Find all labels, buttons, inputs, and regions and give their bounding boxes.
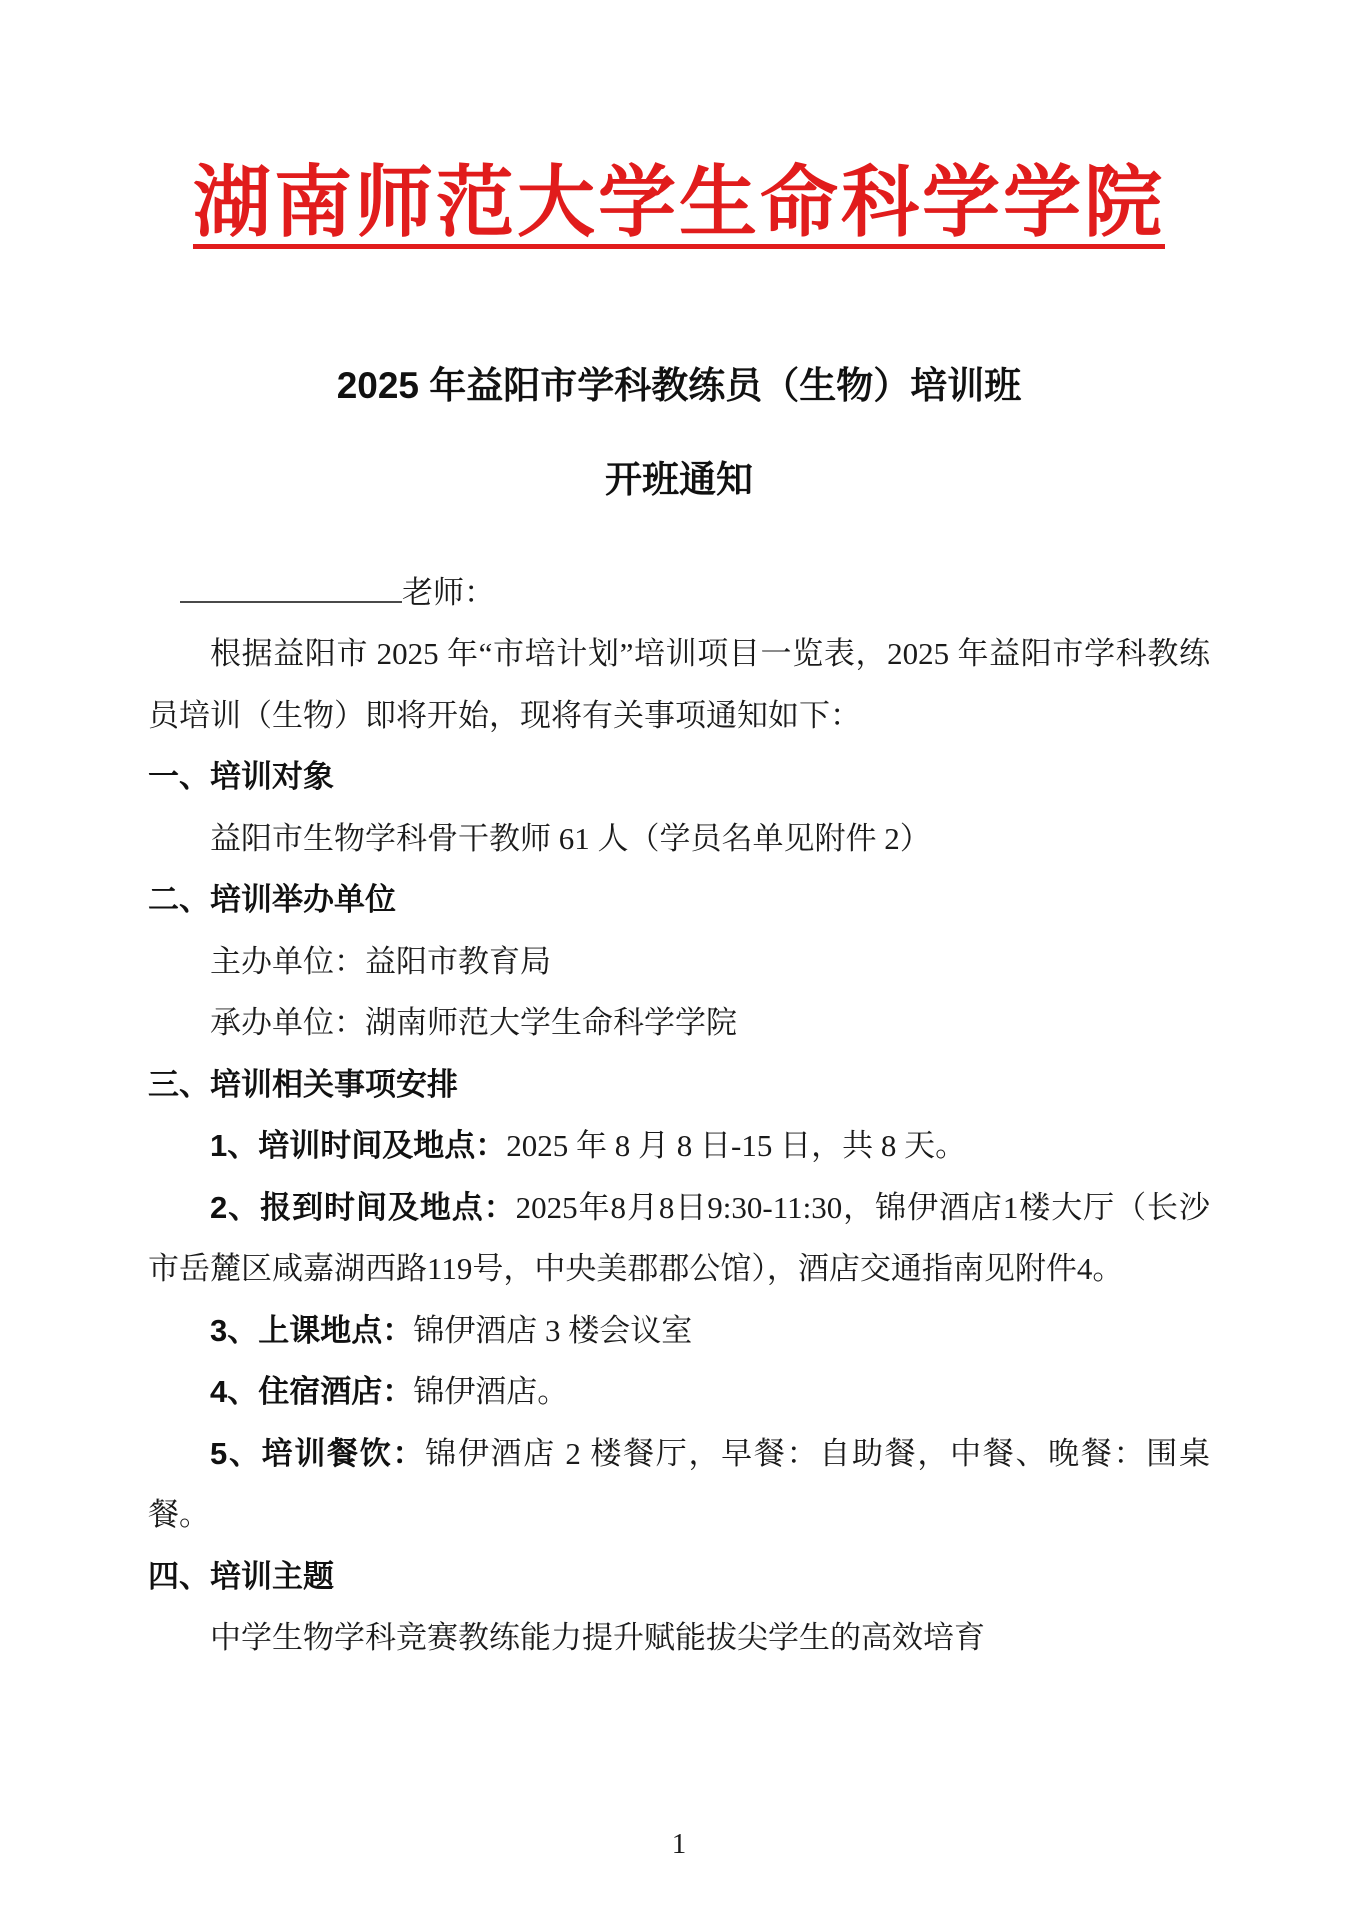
salutation-label: 老师： [402,574,495,610]
section-1-heading: 一、培训对象 [148,759,334,795]
schedule-item-1-label: 1、培训时间及地点： [210,1128,507,1164]
host-unit-line: 主办单位：益阳市教育局 [210,943,551,979]
notice-title: 开班通知 [605,458,753,500]
salutation-line [148,562,1210,624]
schedule-item-1-text: 2025 年 8 月 8 日-15 日，共 8 天。 [506,1128,967,1164]
page-number: 1 [671,1828,687,1860]
schedule-item-3-label: 3、上课地点： [210,1312,414,1348]
schedule-item-5-label: 5、培训餐饮： [210,1435,426,1471]
section-2-heading: 二、培训举办单位 [148,882,396,918]
schedule-item-3 [148,1300,1210,1362]
schedule-item-5-text: 锦伊酒店 2 楼餐厅，早餐：自助餐，中餐、晚餐：围桌餐。 [148,1435,1210,1533]
document-title: 湖南师范大学生命科学学院 [192,159,1165,246]
intro-paragraph: 根据益阳市 2025 年“市培计划”培训项目一览表，2025 年益阳市学科教练员培训（生物）即将开始，现将有关事项通知如下： [148,636,1210,733]
section-4-body: 中学生物学科竞赛教练能力提升赋能拔尖学生的高效培育 [210,1620,985,1656]
salutation-blank-line [180,572,402,603]
section-3-heading: 三、培训相关事项安排 [148,1066,458,1102]
schedule-item-1 [148,1115,1210,1177]
schedule-item-5 [148,1423,1210,1546]
schedule-item-4-label: 4、住宿酒店： [210,1374,414,1410]
document-body [148,562,1210,1669]
schedule-item-4-text: 锦伊酒店。 [413,1374,569,1410]
section-1-body: 益阳市生物学科骨干教师 61 人（学员名单见附件 2） [210,820,931,856]
schedule-item-2 [148,1177,1210,1300]
schedule-item-2-label: 2、报到时间及地点： [210,1189,516,1225]
organizer-unit-line: 承办单位：湖南师范大学生命科学学院 [210,1005,737,1041]
schedule-item-4 [148,1361,1210,1423]
training-class-title: 2025 年益阳市学科教练员（生物）培训班 [336,364,1022,406]
schedule-item-3-text: 锦伊酒店 3 楼会议室 [413,1312,693,1348]
section-4-heading: 四、培训主题 [148,1558,334,1594]
schedule-item-2-text: 2025年8月8日9:30-11:30，锦伊酒店1楼大厅（长沙市岳麓区咸嘉湖西路119号，中央美郡郡公馆），酒店交通指南见附件4。 [148,1189,1210,1287]
